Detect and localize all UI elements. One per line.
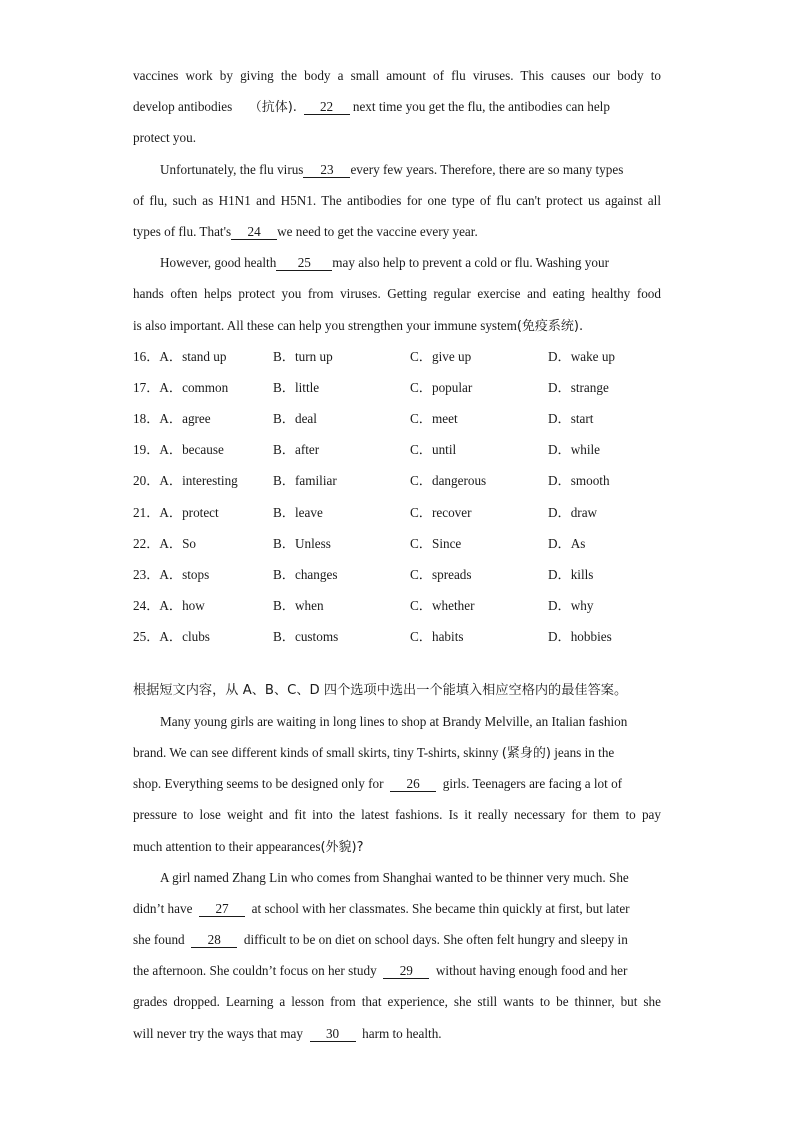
option-d[interactable]: D．kills bbox=[548, 567, 594, 582]
passage-1-line-8: hands often helps protect you from viruses. Getting regular exercise and eating healthy food bbox=[133, 286, 661, 302]
option-d[interactable]: D．wake up bbox=[548, 348, 616, 364]
option-a[interactable]: 20．A．interesting bbox=[133, 473, 238, 489]
option-d[interactable]: D．smooth bbox=[548, 473, 610, 489]
passage-2-line-10: grades dropped. Learning a lesson from that experience, she still wants to be thinner, but she bbox=[133, 994, 661, 1010]
passage-2-line-4: pressure to lose weight and fit into the latest fashions. Is it really necessary for them to pay bbox=[133, 807, 661, 823]
text: difficult to be on diet on school days. She often felt hungry and sleepy in bbox=[243, 932, 628, 948]
question-19 bbox=[133, 434, 661, 465]
option-c[interactable]: C．meet bbox=[410, 411, 458, 427]
question-23 bbox=[133, 559, 661, 590]
passage-2-line-1: Many young girls are waiting in long lines to shop at Brandy Melville, an Italian fashion bbox=[160, 713, 628, 729]
option-d[interactable]: D．hobbies bbox=[548, 629, 612, 645]
option-c[interactable]: C．Since bbox=[410, 535, 462, 551]
option-a[interactable]: 18．A．agree bbox=[133, 411, 211, 427]
option-b[interactable]: B．changes bbox=[273, 567, 338, 582]
option-c[interactable]: C．whether bbox=[410, 598, 475, 614]
chinese-gloss: (免疫系统). bbox=[516, 318, 584, 334]
text: much attention to their appearances bbox=[133, 838, 321, 854]
option-b[interactable]: B．customs bbox=[273, 629, 339, 645]
passage-2 bbox=[133, 706, 661, 1049]
passage-1-line-3: protect you. bbox=[133, 130, 196, 146]
question-20 bbox=[133, 465, 661, 496]
option-b[interactable]: B．familiar bbox=[273, 473, 337, 489]
question-16 bbox=[133, 341, 661, 372]
option-d[interactable]: D．draw bbox=[548, 504, 598, 520]
text: develop antibodies bbox=[133, 99, 233, 115]
option-a[interactable]: 17．A．common bbox=[133, 379, 229, 395]
option-b[interactable]: B．Unless bbox=[273, 535, 331, 551]
option-a[interactable]: 21．A．protect bbox=[133, 504, 219, 520]
chinese-gloss: （抗体). bbox=[248, 100, 297, 116]
option-c[interactable]: C．until bbox=[410, 442, 457, 458]
passage-1-line-4 bbox=[133, 154, 661, 185]
option-a[interactable]: 16．A．stand up bbox=[133, 348, 227, 364]
text: she found bbox=[133, 932, 185, 948]
option-b[interactable]: B．little bbox=[273, 379, 320, 395]
text: next time you get the flu, the antibodies can help bbox=[352, 99, 610, 115]
question-25 bbox=[133, 621, 661, 652]
option-c[interactable]: C．recover bbox=[410, 504, 472, 520]
options-list bbox=[133, 341, 661, 653]
option-a[interactable]: 19．A．because bbox=[133, 442, 224, 458]
blank-28[interactable]: 28 bbox=[191, 933, 237, 948]
option-c[interactable]: C．habits bbox=[410, 629, 464, 645]
blank-30[interactable]: 30 bbox=[310, 1027, 356, 1042]
passage-1 bbox=[133, 60, 661, 341]
worksheet-page bbox=[133, 60, 661, 1049]
question-21 bbox=[133, 497, 661, 528]
passage-2-line-5 bbox=[133, 831, 661, 862]
text: brand. We can see different kinds of small skirts, tiny T-shirts, skinny bbox=[133, 744, 499, 760]
text: we need to get the vaccine every year. bbox=[277, 223, 478, 239]
option-b[interactable]: B．leave bbox=[273, 504, 323, 520]
text: jeans in the bbox=[554, 744, 615, 760]
text: the afternoon. She couldn’t focus on her study bbox=[133, 963, 377, 979]
passage-2-line-2 bbox=[133, 737, 661, 768]
option-b[interactable]: B．deal bbox=[273, 411, 317, 427]
passage-2-line-11 bbox=[133, 1018, 661, 1049]
option-a[interactable]: 25．A．clubs bbox=[133, 629, 210, 645]
chinese-gloss: (外貌)? bbox=[320, 839, 364, 855]
blank-23[interactable]: 23 bbox=[303, 163, 350, 178]
question-22 bbox=[133, 528, 661, 559]
option-c[interactable]: C．give up bbox=[410, 348, 472, 364]
text: girls. Teenagers are facing a lot of bbox=[442, 776, 623, 792]
text: However, good health bbox=[160, 255, 277, 271]
passage-1-line-1: vaccines work by giving the body a small amount of flu viruses. This causes our body to bbox=[133, 68, 661, 83]
option-a[interactable]: 22．A．So bbox=[133, 535, 197, 551]
passage-2-line-3 bbox=[133, 768, 661, 799]
option-b[interactable]: B．turn up bbox=[273, 348, 333, 364]
blank-26[interactable]: 26 bbox=[390, 777, 436, 792]
blank-29[interactable]: 29 bbox=[383, 964, 429, 979]
passage-1-line-2 bbox=[133, 91, 661, 122]
passage-2-line-9 bbox=[133, 955, 661, 986]
blank-27[interactable]: 27 bbox=[199, 902, 245, 917]
option-a[interactable]: 24．A．how bbox=[133, 598, 205, 614]
text: every few years. Therefore, there are so many types bbox=[350, 161, 624, 177]
option-c[interactable]: C．dangerous bbox=[410, 473, 487, 489]
text: Unfortunately, the flu virus bbox=[160, 161, 304, 177]
text: is also important. All these can help you strengthen your immune system bbox=[133, 317, 517, 333]
option-d[interactable]: D．while bbox=[548, 442, 601, 458]
option-d[interactable]: D．As bbox=[548, 535, 586, 551]
option-b[interactable]: B．when bbox=[273, 598, 324, 614]
option-b[interactable]: B．after bbox=[273, 442, 320, 458]
chinese-gloss: (紧身的) bbox=[501, 745, 551, 761]
passage-2-line-8 bbox=[133, 924, 661, 955]
blank-22[interactable]: 22 bbox=[304, 100, 350, 115]
blank-24[interactable]: 24 bbox=[231, 225, 277, 240]
passage-2-line-7 bbox=[133, 893, 661, 924]
blank-25[interactable]: 25 bbox=[276, 256, 332, 271]
text: shop. Everything seems to be designed only for bbox=[133, 776, 384, 792]
option-c[interactable]: C．popular bbox=[410, 379, 473, 395]
text: without having enough food and her bbox=[435, 963, 628, 979]
text: will never try the ways that may bbox=[133, 1025, 303, 1041]
option-a[interactable]: 23．A．stops bbox=[133, 567, 210, 582]
text: at school with her classmates. She became thin quickly at first, but later bbox=[251, 900, 630, 916]
option-c[interactable]: C．spreads bbox=[410, 567, 472, 582]
text: may also help to prevent a cold or flu. Washing your bbox=[332, 255, 609, 271]
option-d[interactable]: D．why bbox=[548, 598, 594, 614]
text: harm to health. bbox=[362, 1025, 442, 1041]
question-17 bbox=[133, 372, 661, 403]
passage-1-line-7 bbox=[133, 247, 661, 278]
text: types of flu. That's bbox=[133, 223, 232, 239]
question-24 bbox=[133, 590, 661, 621]
question-18 bbox=[133, 403, 661, 434]
passage-1-line-6 bbox=[133, 216, 661, 247]
option-d[interactable]: D．strange bbox=[548, 379, 609, 395]
passage-1-line-5: of flu, such as H1N1 and H5N1. The antibodies for one type of flu can't protect us against all bbox=[133, 192, 661, 208]
passage-2-line-6: A girl named Zhang Lin who comes from Shanghai wanted to be thinner very much. She bbox=[160, 869, 629, 885]
section-instruction: 根据短文内容，从 A、B、C、D 四个选项中选出一个能填入相应空格内的最佳答案。 bbox=[133, 682, 628, 698]
passage-1-line-9 bbox=[133, 310, 661, 341]
text: didn’t have bbox=[133, 900, 193, 916]
option-d[interactable]: D．start bbox=[548, 411, 594, 427]
